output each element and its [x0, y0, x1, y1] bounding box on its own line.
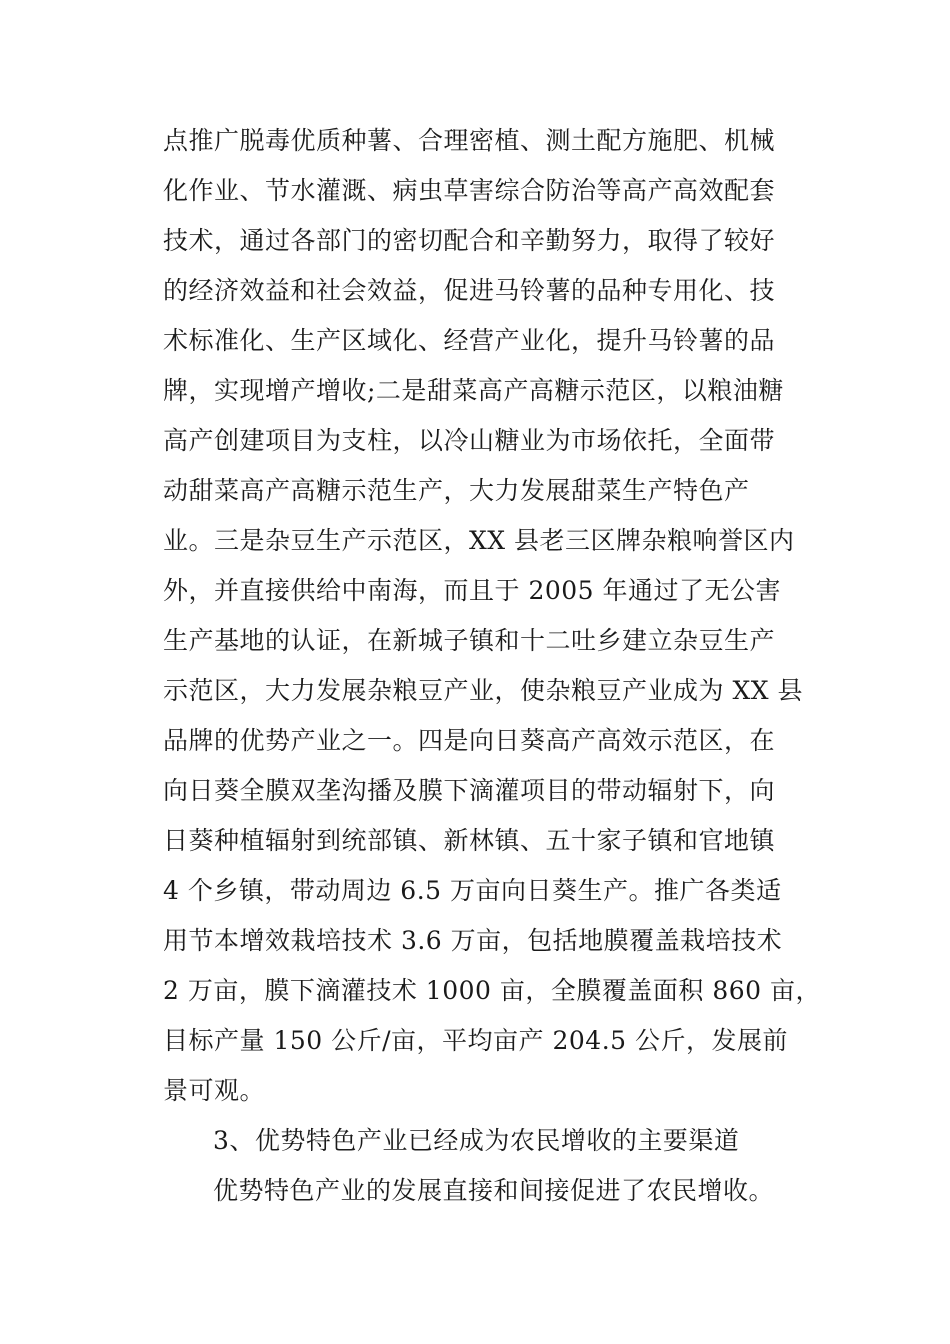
body-text-line: 牌，实现增产增收;二是甜菜高产高糖示范区，以粮油糖 [163, 376, 784, 405]
body-text-line: 动甜菜高产高糖示范生产，大力发展甜菜生产特色产 [163, 476, 750, 505]
body-text-line: 术标准化、生产区域化、经营产业化，提升马铃薯的品 [163, 326, 776, 355]
body-text-line: 目标产量 150 公斤/亩，平均亩产 204.5 公斤，发展前 [163, 1026, 788, 1055]
paragraph-first-line: 优势特色产业的发展直接和间接促进了农民增收。 [213, 1176, 775, 1205]
body-text-line: 4 个乡镇，带动周边 6.5 万亩向日葵生产。推广各类适 [163, 876, 782, 905]
body-text-line: 生产基地的认证，在新城子镇和十二吐乡建立杂豆生产 [163, 626, 776, 655]
body-text-line: 外，并直接供给中南海，而且于 2005 年通过了无公害 [163, 576, 782, 605]
body-text-line: 日葵种植辐射到统部镇、新林镇、五十家子镇和官地镇 [163, 826, 776, 855]
body-text-line: 化作业、节水灌溉、病虫草害综合防治等高产高效配套 [163, 176, 776, 205]
section-heading: 3、优势特色产业已经成为农民增收的主要渠道 [213, 1126, 740, 1155]
body-text-line: 的经济效益和社会效益，促进马铃薯的品种专用化、技 [163, 276, 776, 305]
body-text-line: 品牌的优势产业之一。四是向日葵高产高效示范区，在 [163, 726, 776, 755]
body-text-line: 示范区，大力发展杂粮豆产业，使杂粮豆产业成为 XX 县 [163, 676, 803, 705]
body-text-line: 向日葵全膜双垄沟播及膜下滴灌项目的带动辐射下，向 [163, 776, 776, 805]
body-text-line: 用节本增效栽培技术 3.6 万亩，包括地膜覆盖栽培技术 [163, 926, 783, 955]
body-text-line: 2 万亩，膜下滴灌技术 1000 亩，全膜覆盖面积 860 亩， [163, 976, 821, 1005]
body-text-line: 业。三是杂豆生产示范区，XX 县老三区牌杂粮响誉区内 [163, 526, 795, 555]
body-text-line: 点推广脱毒优质种薯、合理密植、测土配方施肥、机械 [163, 126, 776, 155]
body-text-line: 高产创建项目为支柱，以冷山糖业为市场依托，全面带 [163, 426, 776, 455]
body-text-line: 景可观。 [163, 1076, 266, 1105]
body-text-line: 技术，通过各部门的密切配合和辛勤努力，取得了较好 [163, 226, 776, 255]
